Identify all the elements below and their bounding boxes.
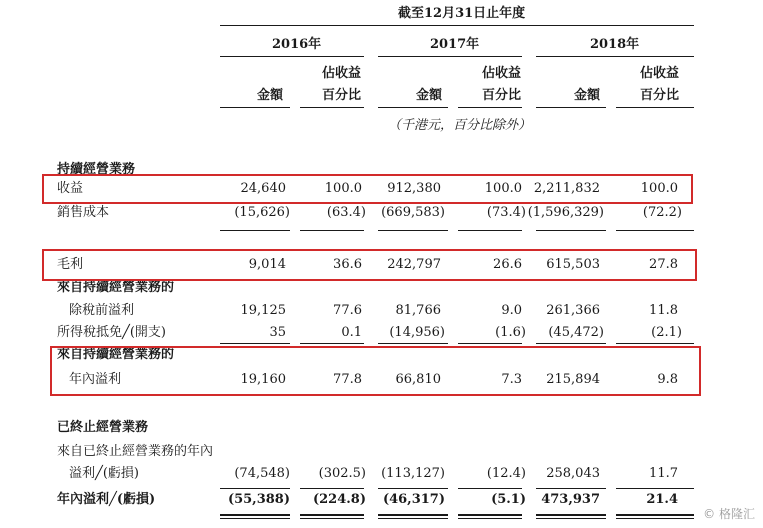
period-title: 截至12月31日止年度 <box>398 6 526 21</box>
cell-cos-2018-pct: (72.2) <box>642 205 682 220</box>
cell-disc-2018-amt: 258,043 <box>546 466 600 481</box>
cell-cos-2017-pct: (73.4) <box>486 205 526 220</box>
total-underline-4a <box>458 514 522 516</box>
row-label-continuing-from: 來自持續經營業務的 <box>57 280 175 295</box>
cell-gp-2016-amt: 9,014 <box>248 257 286 272</box>
row-label-discontinued-profit: 溢利╱(虧損) <box>69 466 139 481</box>
cell-pbt-2017-amt: 81,766 <box>395 303 441 318</box>
row-label-continuing-from-2: 來自持續經營業務的 <box>57 347 175 362</box>
year-underline-2016 <box>220 56 364 57</box>
row-label-profit-before-tax: 除稅前溢利 <box>69 303 135 318</box>
row-label-cost-of-sales: 銷售成本 <box>57 205 110 220</box>
cell-revenue-2018-amt: 2,211,832 <box>533 181 600 196</box>
cell-pbt-2018-pct: 11.8 <box>649 303 678 318</box>
cell-gp-2017-amt: 242,797 <box>387 257 441 272</box>
subtotal3-line-6 <box>616 488 694 489</box>
cell-gp-2018-amt: 615,503 <box>546 257 600 272</box>
cell-revenue-2018-pct: 100.0 <box>640 181 678 196</box>
pct-label-2018-line2: 百分比 <box>640 88 680 103</box>
subtotal3-line-2 <box>300 488 364 489</box>
total-underline-3b <box>378 518 448 519</box>
amount-label-2018: 金額 <box>574 88 601 103</box>
cell-cos-2018-amt: (1,596,329) <box>527 205 604 220</box>
row-label-gross-profit: 毛利 <box>57 257 84 272</box>
highlight-box-gross-profit <box>42 249 697 281</box>
subtotal-line-6 <box>616 230 694 231</box>
label-underline-5 <box>536 107 606 108</box>
subtotal3-line-4 <box>458 488 522 489</box>
subtotal-line-1 <box>220 230 290 231</box>
subtotal-line-3 <box>378 230 448 231</box>
cell-total-2018-pct: 21.4 <box>646 492 678 507</box>
cell-total-2017-amt: (46,317) <box>382 492 445 507</box>
cell-cos-2016-pct: (63.4) <box>326 205 366 220</box>
pct-label-2016-line1: 佔收益 <box>322 66 362 81</box>
total-underline-5b <box>536 518 606 519</box>
subtotal2-line-1 <box>220 343 290 344</box>
amount-label-2016: 金額 <box>257 88 284 103</box>
pct-label-2018-line1: 佔收益 <box>640 66 680 81</box>
cell-pfy-2016-pct: 77.8 <box>333 372 362 387</box>
label-underline-2 <box>300 107 364 108</box>
year-underline-2017 <box>378 56 522 57</box>
cell-pfy-2018-pct: 9.8 <box>657 372 678 387</box>
label-underline-4 <box>458 107 522 108</box>
highlight-box-revenue <box>42 174 693 204</box>
amount-label-2017: 金額 <box>416 88 443 103</box>
cell-cos-2017-amt: (669,583) <box>381 205 445 220</box>
cell-total-2016-amt: (55,388) <box>227 492 290 507</box>
row-label-profit-for-year: 年內溢利 <box>69 372 122 387</box>
subtotal2-line-3 <box>378 343 448 344</box>
cell-pbt-2016-amt: 19,125 <box>240 303 286 318</box>
watermark: © 格隆汇 <box>703 507 755 521</box>
subtotal3-line-1 <box>220 488 290 489</box>
unit-note: （千港元，百分比除外） <box>388 118 532 133</box>
cell-disc-2016-amt: (74,548) <box>234 466 290 481</box>
section-discontinued: 已終止經營業務 <box>57 420 149 435</box>
total-underline-2a <box>300 514 364 516</box>
subtotal3-line-3 <box>378 488 448 489</box>
subtotal2-line-2 <box>300 343 364 344</box>
cell-tax-2016-pct: 0.1 <box>341 325 362 340</box>
year-2016: 2016年 <box>272 37 322 52</box>
pct-label-2016-line2: 百分比 <box>322 88 362 103</box>
subtotal3-line-5 <box>536 488 606 489</box>
total-underline-4b <box>458 518 522 519</box>
cell-total-2016-pct: (224.8) <box>312 492 366 507</box>
cell-disc-2017-pct: (12.4) <box>486 466 526 481</box>
subtotal-line-5 <box>536 230 606 231</box>
subtotal2-line-5 <box>536 343 606 344</box>
year-underline-2018 <box>536 56 694 57</box>
total-underline-1b <box>220 518 290 519</box>
cell-tax-2017-amt: (14,956) <box>389 325 445 340</box>
row-label-revenue: 收益 <box>57 181 84 196</box>
cell-gp-2018-pct: 27.8 <box>649 257 678 272</box>
cell-tax-2017-pct: (1.6) <box>495 325 526 340</box>
cell-revenue-2017-pct: 100.0 <box>484 181 522 196</box>
section-continuing: 持續經營業務 <box>57 162 136 177</box>
cell-revenue-2016-pct: 100.0 <box>324 181 362 196</box>
subtotal-line-4 <box>458 230 522 231</box>
cell-disc-2016-pct: (302.5) <box>318 466 366 481</box>
subtotal-line-2 <box>300 230 364 231</box>
highlight-box-profit-for-year <box>50 346 701 396</box>
cell-pfy-2017-pct: 7.3 <box>501 372 522 387</box>
cell-pfy-2016-amt: 19,160 <box>240 372 286 387</box>
year-2017: 2017年 <box>430 37 480 52</box>
total-underline-1a <box>220 514 290 516</box>
total-underline-2b <box>300 518 364 519</box>
cell-revenue-2016-amt: 24,640 <box>240 181 286 196</box>
cell-tax-2018-pct: (2.1) <box>651 325 682 340</box>
cell-pfy-2017-amt: 66,810 <box>395 372 441 387</box>
cell-gp-2017-pct: 26.6 <box>493 257 522 272</box>
cell-pbt-2018-amt: 261,366 <box>546 303 600 318</box>
cell-cos-2016-amt: (15,626) <box>234 205 290 220</box>
period-underline <box>220 25 694 26</box>
pct-label-2017-line2: 百分比 <box>482 88 522 103</box>
year-2018: 2018年 <box>590 37 640 52</box>
total-underline-3a <box>378 514 448 516</box>
cell-total-2018-amt: 473,937 <box>541 492 600 507</box>
row-label-total-profit: 年內溢利╱(虧損) <box>57 492 156 507</box>
label-underline-1 <box>220 107 290 108</box>
pct-label-2017-line1: 佔收益 <box>482 66 522 81</box>
label-underline-3 <box>378 107 448 108</box>
cell-pbt-2017-pct: 9.0 <box>501 303 522 318</box>
cell-tax-2016-amt: 35 <box>269 325 286 340</box>
row-label-income-tax: 所得稅抵免╱(開支) <box>57 325 166 340</box>
cell-disc-2018-pct: 11.7 <box>649 466 678 481</box>
cell-pfy-2018-amt: 215,894 <box>546 372 600 387</box>
label-underline-6 <box>616 107 694 108</box>
total-underline-6a <box>616 514 694 516</box>
cell-revenue-2017-amt: 912,380 <box>387 181 441 196</box>
cell-disc-2017-amt: (113,127) <box>381 466 445 481</box>
cell-tax-2018-amt: (45,472) <box>548 325 604 340</box>
subtotal2-line-6 <box>616 343 694 344</box>
cell-total-2017-pct: (5.1) <box>491 492 526 507</box>
cell-pbt-2016-pct: 77.6 <box>333 303 362 318</box>
row-label-discontinued-from: 來自已終止經營業務的年內 <box>57 444 214 459</box>
total-underline-5a <box>536 514 606 516</box>
subtotal2-line-4 <box>458 343 522 344</box>
cell-gp-2016-pct: 36.6 <box>333 257 362 272</box>
total-underline-6b <box>616 518 694 519</box>
